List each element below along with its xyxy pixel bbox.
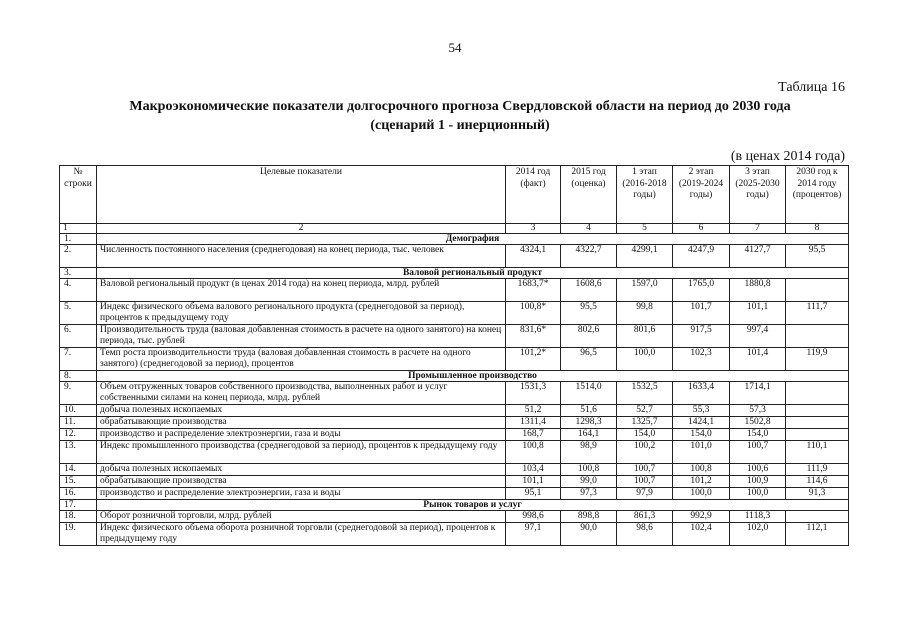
value-cell: 1683,7*: [506, 279, 561, 302]
column-number: 3: [506, 224, 561, 234]
header-stage-2: 2 этап (2019-2024 годы): [673, 166, 730, 224]
value-cell: 95,5: [786, 245, 849, 268]
section-title: Валовой региональный продукт: [97, 268, 849, 279]
indicator-name: добыча полезных ископаемых: [97, 405, 506, 417]
table-label: Таблица 16: [778, 80, 845, 95]
indicator-name: Индекс промышленного производства (среднегодовой за период), процентов к предыдущему году: [97, 441, 506, 464]
column-number: 8: [786, 224, 849, 234]
value-cell: 111,7: [786, 302, 849, 325]
header-2030-vs-2014: 2030 год к 2014 году (процентов): [786, 166, 849, 224]
indicator-name: производство и распределение электроэнергии, газа и воды: [97, 429, 506, 441]
value-cell: 97,9: [617, 488, 673, 500]
value-cell: 154,0: [730, 429, 786, 441]
value-cell: 101,1: [506, 476, 561, 488]
section-row: [60, 268, 849, 279]
value-cell: 1765,0: [673, 279, 730, 302]
indicators-table: [59, 165, 849, 546]
table-row: [60, 302, 849, 325]
row-number: 12.: [60, 429, 97, 441]
value-cell: 55,3: [673, 405, 730, 417]
column-number: 4: [561, 224, 617, 234]
row-number: 14.: [60, 464, 97, 476]
value-cell: 1424,1: [673, 417, 730, 429]
currency-note: (в ценах 2014 года): [730, 149, 845, 164]
section-title: Рынок товаров и услуг: [97, 500, 849, 511]
column-number: 7: [730, 224, 786, 234]
indicator-name: Индекс физического объема валового регионального продукта (среднегодовой за период), процентов к предыдущему году: [97, 302, 506, 325]
value-cell: 4299,1: [617, 245, 673, 268]
value-cell: 111,9: [786, 464, 849, 476]
value-cell: 98,6: [617, 523, 673, 546]
column-number: 6: [673, 224, 730, 234]
table-row: [60, 488, 849, 500]
value-cell: 997,4: [730, 325, 786, 348]
value-cell: 802,6: [561, 325, 617, 348]
header-row-number: № строки: [60, 166, 97, 224]
section-row: [60, 500, 849, 511]
value-cell: 119,9: [786, 348, 849, 371]
table-row: [60, 245, 849, 268]
value-cell: 100,8: [673, 464, 730, 476]
row-number: 19.: [60, 523, 97, 546]
indicator-name: Оборот розничной торговли, млрд. рублей: [97, 511, 506, 523]
row-number: 7.: [60, 348, 97, 371]
value-cell: 861,3: [617, 511, 673, 523]
value-cell: [786, 511, 849, 523]
column-number: 5: [617, 224, 673, 234]
value-cell: 1714,1: [730, 382, 786, 405]
row-number: 6.: [60, 325, 97, 348]
row-number: 13.: [60, 441, 97, 464]
value-cell: 100,8*: [506, 302, 561, 325]
value-cell: 101,4: [730, 348, 786, 371]
section-title: Демография: [97, 234, 849, 245]
indicator-name: Объем отгруженных товаров собственного производства, выполненных работ и услуг собственными силами на конец периода, млрд. рублей: [97, 382, 506, 405]
indicator-name: Численность постоянного населения (среднегодовая) на конец периода, тыс. человек: [97, 245, 506, 268]
value-cell: 95,5: [561, 302, 617, 325]
value-cell: 100,8: [561, 464, 617, 476]
column-number: 1: [60, 224, 97, 234]
value-cell: 4324,1: [506, 245, 561, 268]
value-cell: 99,8: [617, 302, 673, 325]
value-cell: 168,7: [506, 429, 561, 441]
value-cell: 95,1: [506, 488, 561, 500]
value-cell: 99,0: [561, 476, 617, 488]
row-number: 2.: [60, 245, 97, 268]
table-row: [60, 429, 849, 441]
table-row: [60, 511, 849, 523]
value-cell: 164,1: [561, 429, 617, 441]
section-title: Промышленное производство: [97, 371, 849, 382]
value-cell: 102,4: [673, 523, 730, 546]
value-cell: 801,6: [617, 325, 673, 348]
value-cell: 91,3: [786, 488, 849, 500]
value-cell: 96,5: [561, 348, 617, 371]
value-cell: 98,9: [561, 441, 617, 464]
row-number: 15.: [60, 476, 97, 488]
table-row: [60, 523, 849, 546]
value-cell: 103,4: [506, 464, 561, 476]
value-cell: 90,0: [561, 523, 617, 546]
row-number: 11.: [60, 417, 97, 429]
column-number-row: [60, 224, 849, 234]
indicator-name: Индекс физического объема оборота розничной торговли (среднегодовой за период), процентов к предыдущему году: [97, 523, 506, 546]
row-number: 4.: [60, 279, 97, 302]
value-cell: 110,1: [786, 441, 849, 464]
indicator-name: добыча полезных ископаемых: [97, 464, 506, 476]
value-cell: [786, 279, 849, 302]
table-row: [60, 417, 849, 429]
value-cell: [786, 325, 849, 348]
value-cell: 97,3: [561, 488, 617, 500]
row-number: 17.: [60, 500, 97, 511]
value-cell: 51,2: [506, 405, 561, 417]
value-cell: 52,7: [617, 405, 673, 417]
table-row: [60, 348, 849, 371]
value-cell: 100,7: [730, 441, 786, 464]
table-row: [60, 405, 849, 417]
section-row: [60, 234, 849, 245]
title-line-1: Макроэкономические показатели долгосрочного прогноза Свердловской области на период до 2030 года: [129, 99, 791, 114]
value-cell: 57,3: [730, 405, 786, 417]
value-cell: [786, 429, 849, 441]
value-cell: 100,9: [730, 476, 786, 488]
value-cell: [786, 382, 849, 405]
value-cell: [786, 417, 849, 429]
value-cell: 4322,7: [561, 245, 617, 268]
value-cell: [786, 405, 849, 417]
row-number: 9.: [60, 382, 97, 405]
row-number: 16.: [60, 488, 97, 500]
value-cell: 100,2: [617, 441, 673, 464]
value-cell: 1298,3: [561, 417, 617, 429]
table-row: [60, 441, 849, 464]
table-row: [60, 476, 849, 488]
row-number: 18.: [60, 511, 97, 523]
value-cell: 102,0: [730, 523, 786, 546]
value-cell: 100,6: [730, 464, 786, 476]
value-cell: 4127,7: [730, 245, 786, 268]
value-cell: 831,6*: [506, 325, 561, 348]
header-indicator: Целевые показатели: [97, 166, 506, 224]
value-cell: 154,0: [673, 429, 730, 441]
table-row: [60, 382, 849, 405]
value-cell: 114,6: [786, 476, 849, 488]
value-cell: 1880,8: [730, 279, 786, 302]
value-cell: 998,6: [506, 511, 561, 523]
section-row: [60, 371, 849, 382]
header-row: [60, 166, 849, 224]
row-number: 8.: [60, 371, 97, 382]
value-cell: 1311,4: [506, 417, 561, 429]
value-cell: 1597,0: [617, 279, 673, 302]
document-title: [60, 97, 860, 135]
table-row: [60, 279, 849, 302]
value-cell: 4247,9: [673, 245, 730, 268]
value-cell: 51,6: [561, 405, 617, 417]
indicator-name: производство и распределение электроэнергии, газа и воды: [97, 488, 506, 500]
value-cell: 100,0: [730, 488, 786, 500]
value-cell: 101,7: [673, 302, 730, 325]
value-cell: 100,0: [617, 348, 673, 371]
row-number: 10.: [60, 405, 97, 417]
table-row: [60, 325, 849, 348]
value-cell: 1531,3: [506, 382, 561, 405]
value-cell: 112,1: [786, 523, 849, 546]
indicator-name: обрабатывающие производства: [97, 417, 506, 429]
value-cell: 97,1: [506, 523, 561, 546]
value-cell: 101,2: [673, 476, 730, 488]
value-cell: 1118,3: [730, 511, 786, 523]
page-number: 54: [448, 40, 462, 55]
table-row: [60, 464, 849, 476]
value-cell: 101,0: [673, 441, 730, 464]
value-cell: 100,8: [506, 441, 561, 464]
indicator-name: обрабатывающие производства: [97, 476, 506, 488]
value-cell: 1514,0: [561, 382, 617, 405]
row-number: 1.: [60, 234, 97, 245]
value-cell: 1633,4: [673, 382, 730, 405]
value-cell: 898,8: [561, 511, 617, 523]
value-cell: 100,7: [617, 476, 673, 488]
value-cell: 100,0: [673, 488, 730, 500]
indicator-name: Валовой региональный продукт (в ценах 2014 года) на конец периода, млрд. рублей: [97, 279, 506, 302]
value-cell: 101,1: [730, 302, 786, 325]
value-cell: 1325,7: [617, 417, 673, 429]
header-2015: 2015 год (оценка): [561, 166, 617, 224]
header-2014: 2014 год (факт): [506, 166, 561, 224]
column-number: 2: [97, 224, 506, 234]
value-cell: 154,0: [617, 429, 673, 441]
header-stage-3: 3 этап (2025-2030 годы): [730, 166, 786, 224]
value-cell: 1532,5: [617, 382, 673, 405]
value-cell: 100,7: [617, 464, 673, 476]
title-line-2: (сценарий 1 - инерционный): [370, 118, 550, 133]
indicator-name: Производительность труда (валовая добавленная стоимость в расчете на одного занятого) на конец периода, тыс. рублей: [97, 325, 506, 348]
value-cell: 917,5: [673, 325, 730, 348]
row-number: 5.: [60, 302, 97, 325]
value-cell: 102,3: [673, 348, 730, 371]
value-cell: 1608,6: [561, 279, 617, 302]
value-cell: 992,9: [673, 511, 730, 523]
value-cell: 101,2*: [506, 348, 561, 371]
header-stage-1: 1 этап (2016-2018 годы): [617, 166, 673, 224]
value-cell: 1502,8: [730, 417, 786, 429]
row-number: 3.: [60, 268, 97, 279]
indicator-name: Темп роста производительности труда (валовая добавленная стоимость в расчете на одного занятого) (среднегодовой за период), процентов: [97, 348, 506, 371]
